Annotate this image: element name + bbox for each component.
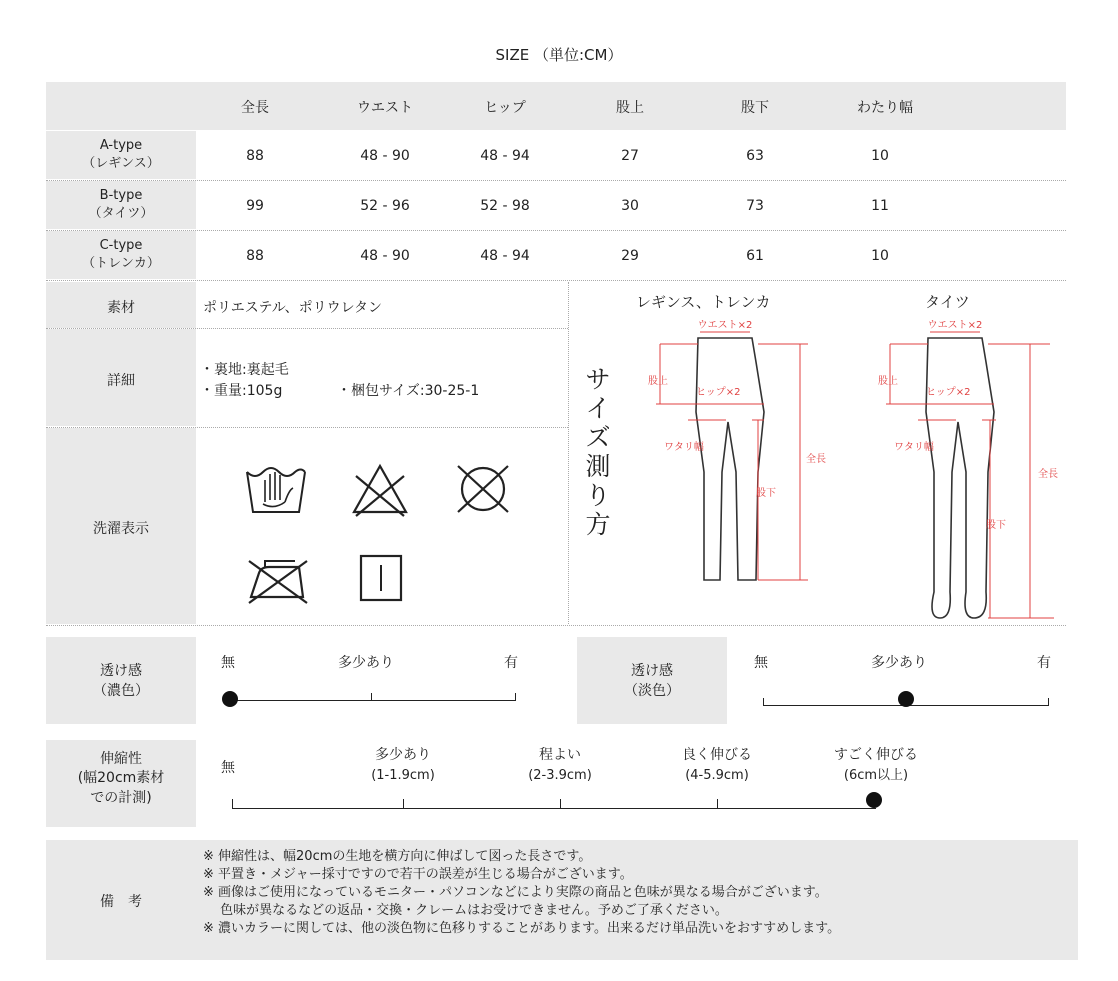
stretch-label: 伸縮性 — [100, 751, 142, 767]
leggings-hip-label: ヒップ×2 — [696, 387, 741, 398]
header-inseam: 股下 — [741, 100, 769, 116]
sheer-dark-none: 無 — [221, 655, 235, 671]
hand-wash-icon — [243, 462, 309, 518]
sheer-light-none: 無 — [754, 655, 768, 671]
tights-thigh-label: ワタリ幅 — [894, 442, 934, 453]
note-line: ※ 平置き・メジャー採寸ですので若干の誤差が生じる場合がございます。 — [203, 867, 633, 882]
stretch-none: 無 — [221, 760, 235, 776]
tumble-dry-icon — [358, 553, 404, 603]
row-a-type: A-type — [99, 138, 143, 153]
table-cell: 52 - 96 — [360, 198, 410, 214]
sheer-light-label: 透け感 — [631, 663, 673, 679]
tights-diagram — [870, 312, 1080, 627]
washing-label: 洗濯表示 — [93, 521, 149, 537]
table-cell: 30 — [621, 198, 639, 214]
sheer-dark-scale — [228, 700, 516, 701]
stretch-level-2: 程よい — [539, 747, 581, 763]
row-c-sub: （トレンカ） — [82, 256, 160, 271]
table-cell: 52 - 98 — [480, 198, 530, 214]
leggings-diagram-title: レギンス、トレンカ — [636, 293, 771, 311]
tights-diagram-title: タイツ — [925, 293, 970, 311]
stretch-scale — [232, 808, 876, 809]
header-waist: ウエスト — [357, 100, 413, 116]
details-lining: ・裏地:裏起毛 — [200, 362, 289, 378]
table-cell: 48 - 94 — [480, 248, 530, 264]
sheer-light-some: 多少あり — [871, 655, 927, 671]
stretch-sublabel-1: (幅20cm素材 — [77, 770, 165, 786]
stretch-level-1-range: (1-1.9cm) — [371, 768, 435, 783]
page-title: SIZE （単位:CM） — [495, 46, 623, 64]
table-cell: 29 — [621, 248, 639, 264]
leggings-thigh-label: ワタリ幅 — [664, 442, 704, 453]
sheer-dark-label: 透け感 — [100, 663, 142, 679]
row-b-sub: （タイツ） — [88, 206, 154, 221]
stretch-level-3-range: (4-5.9cm) — [685, 768, 749, 783]
row-b-type: B-type — [99, 188, 143, 203]
table-cell: 63 — [746, 148, 764, 164]
table-cell: 48 - 90 — [360, 148, 410, 164]
header-hip: ヒップ — [484, 100, 526, 116]
sheer-dark-sublabel: （濃色） — [93, 683, 149, 699]
measure-divider — [568, 282, 569, 624]
details-weight: ・重量:105g — [200, 383, 283, 399]
header-thigh-width: わたり幅 — [857, 100, 913, 116]
no-bleach-icon — [350, 462, 410, 518]
table-cell: 73 — [746, 198, 764, 214]
table-cell: 88 — [246, 148, 264, 164]
sheer-light-sublabel: （淡色） — [624, 683, 680, 699]
leggings-inseam-label: 股下 — [756, 488, 776, 499]
measure-vertical-title: サ イ ズ 測 り 方 — [585, 365, 611, 539]
material-value: ポリエステル、ポリウレタン — [203, 300, 383, 316]
sheer-dark-yes: 有 — [504, 655, 518, 671]
header-rise: 股上 — [616, 100, 644, 116]
note-line: ※ 画像はご使用になっているモニター・パソコンなどにより実際の商品と色味が異なる場合がございます。 — [203, 885, 828, 900]
sheer-light-marker — [898, 691, 914, 707]
details-package-size: ・梱包サイズ:30-25-1 — [337, 383, 480, 399]
stretch-sublabel-2: での計測) — [90, 790, 152, 806]
table-cell: 27 — [621, 148, 639, 164]
stretch-level-4-range: (6cm以上) — [843, 768, 909, 783]
stretch-level-3: 良く伸びる — [682, 747, 752, 763]
stretch-level-4: すごく伸びる — [834, 747, 918, 763]
note-line: 色味が異なるなどの返品・交換・クレームはお受けできません。予めご了承ください。 — [203, 903, 728, 918]
tights-inseam-label: 股下 — [986, 520, 1006, 531]
table-cell: 88 — [246, 248, 264, 264]
table-cell: 48 - 94 — [480, 148, 530, 164]
row-c-type: C-type — [99, 238, 143, 253]
tights-rise-label: 股上 — [878, 376, 898, 387]
leggings-rise-label: 股上 — [648, 376, 668, 387]
table-cell: 61 — [746, 248, 764, 264]
tights-waist-label: ウエスト×2 — [927, 320, 983, 331]
leggings-waist-label: ウエスト×2 — [697, 320, 753, 331]
row-a-sub: （レギンス） — [82, 156, 160, 171]
sheer-dark-marker — [222, 691, 238, 707]
note-line: ※ 伸縮性は、幅20cmの生地を横方向に伸ばして図った長さです。 — [203, 849, 592, 864]
notes-list — [203, 848, 840, 938]
table-cell: 48 - 90 — [360, 248, 410, 264]
table-cell: 10 — [871, 148, 889, 164]
no-iron-icon — [245, 553, 311, 605]
notes-label: 備 考 — [100, 894, 142, 910]
leggings-diagram — [640, 312, 840, 587]
leggings-total-label: 全長 — [806, 454, 826, 465]
tights-total-label: 全長 — [1038, 469, 1058, 480]
sheer-light-yes: 有 — [1037, 655, 1051, 671]
table-cell: 11 — [871, 198, 889, 214]
tights-hip-label: ヒップ×2 — [926, 387, 971, 398]
table-cell: 99 — [246, 198, 264, 214]
details-label: 詳細 — [107, 373, 135, 389]
material-label: 素材 — [107, 300, 135, 316]
table-cell: 10 — [871, 248, 889, 264]
sheer-dark-some: 多少あり — [338, 655, 394, 671]
no-dry-clean-icon — [452, 460, 514, 518]
stretch-level-1: 多少あり — [375, 747, 431, 763]
note-line: ※ 濃いカラーに関しては、他の淡色物に色移りすることがあります。出来るだけ単品洗いをおすすめします。 — [203, 921, 841, 936]
stretch-marker — [866, 792, 882, 808]
header-total-length: 全長 — [241, 100, 269, 116]
stretch-level-2-range: (2-3.9cm) — [528, 768, 592, 783]
